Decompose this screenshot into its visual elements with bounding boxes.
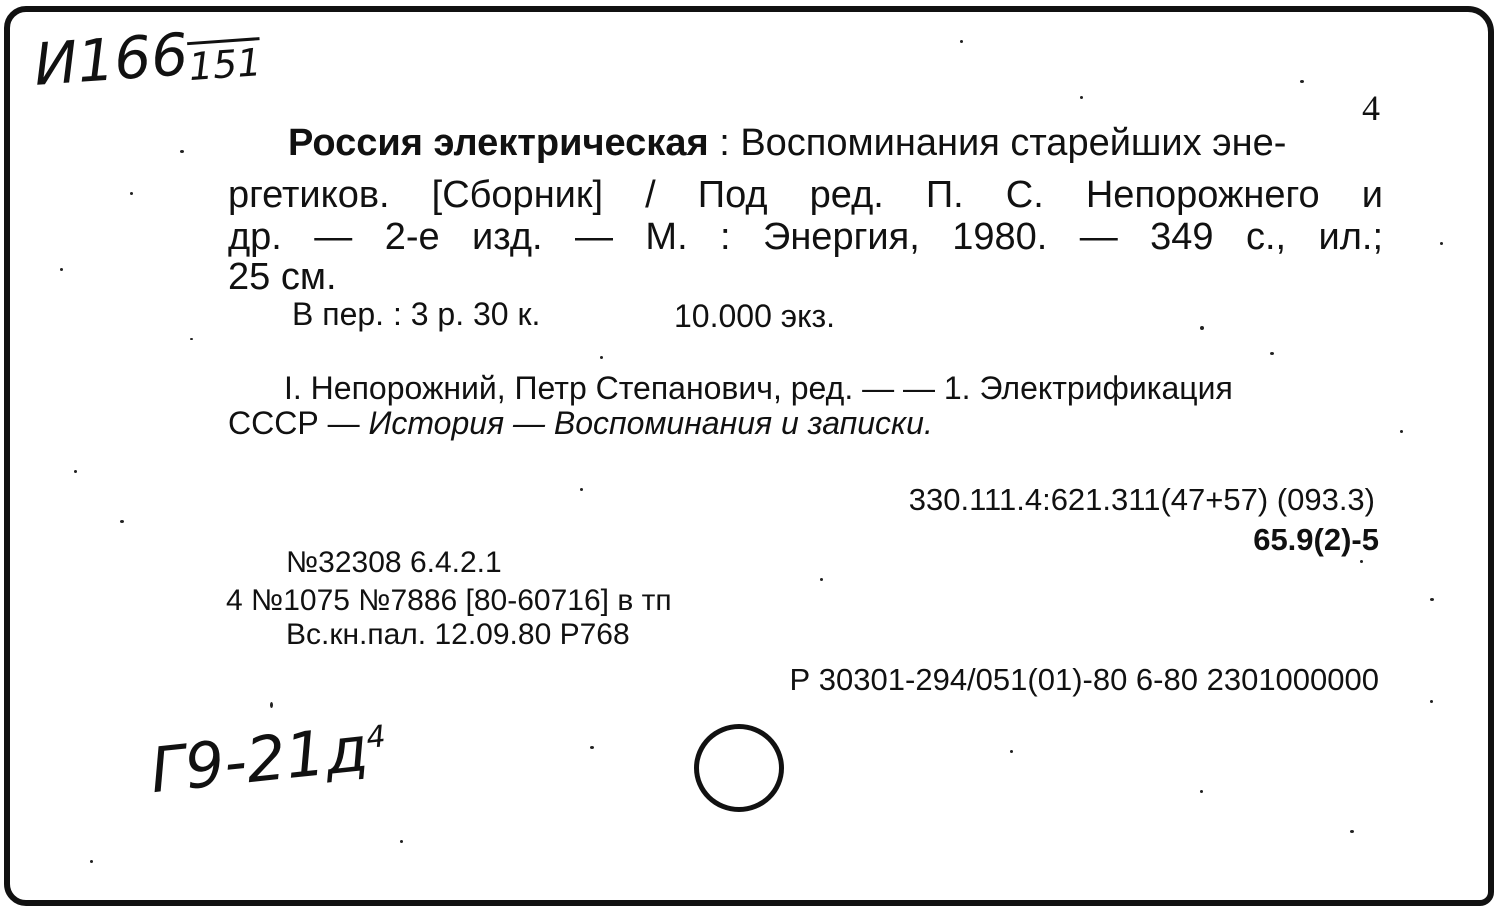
handwritten-shelf-mark (32, 20, 262, 97)
shelf-mark-text: И166 (31, 20, 191, 99)
entry-title: Россия электрическая (288, 122, 709, 164)
price-line: В пер. : 3 р. 30 к. (292, 296, 541, 332)
entry-line-1-rest: : Воспоминания старейших эне- (719, 122, 1287, 164)
shelf-mark-fraction: 151 (187, 40, 263, 90)
subjects-heading: История — Воспоминания и записки. (368, 405, 933, 441)
entry-line-4: 25 см. (228, 256, 337, 298)
bbk-index: 65.9(2)-5 (1253, 522, 1379, 557)
udc-index: 330.111.4:621.311(47+57) (093.3) (908, 482, 1375, 517)
card-number: 4 (1362, 88, 1380, 128)
technical-line-3: Вс.кн.пал. 12.09.80 Р768 (286, 618, 630, 651)
punch-hole-icon (694, 724, 784, 812)
technical-line-4: Р 30301-294/051(01)-80 6-80 2301000000 (789, 662, 1379, 697)
technical-line-2: 4 №1075 №7886 [80-60716] в тп (226, 584, 672, 617)
bottom-note-sup: 4 (364, 719, 388, 756)
subjects-country: СССР — (228, 405, 360, 441)
copies: 10.000 экз. (674, 298, 836, 334)
technical-line-1: №32308 6.4.2.1 (286, 546, 502, 579)
subjects-line-1: I. Непорожний, Петр Степанович, ред. — — 1. Электрификация (284, 370, 1233, 406)
entry-line-1 (288, 124, 1380, 162)
subjects-line-2 (228, 407, 933, 439)
bottom-note-text: Г9-21д (146, 711, 372, 808)
entry-line-3: др. — 2-е изд. — М. : Энергия, 1980. — 349 с., ил.; (228, 216, 1383, 258)
entry-line-2: ргетиков. [Сборник] / Под ред. П. С. Непорожнего и (228, 174, 1383, 216)
